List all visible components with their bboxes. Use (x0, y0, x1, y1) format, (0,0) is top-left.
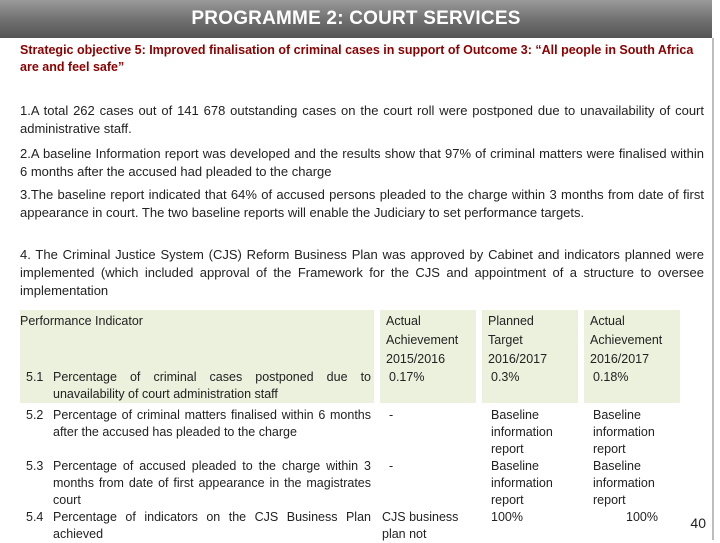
row-5-4-number: 5.4 (26, 510, 44, 524)
row-5-1-number: 5.1 (26, 370, 44, 384)
row-5-1-actual-2016: 0.18% (593, 370, 629, 384)
row-5-3-number: 5.3 (26, 459, 44, 473)
page-number: 40 (690, 515, 706, 531)
row-5-1-planned-2016: 0.3% (491, 370, 520, 384)
row-5-1-indicator: Percentage of criminal cases postponed due to unavailability of court administration staff (53, 370, 371, 401)
row-5-3-indicator: Percentage of accused pleaded to the charge within 3 months from date of first appearance in the magistrates court (53, 459, 371, 507)
point-4: 4. The Criminal Justice System (CJS) Reform Business Plan was approved by Cabinet and indicators planned were implemented (which included approval of the Framework for the CJS and appointment of a structure to oversee implementation (20, 247, 704, 298)
slide-border-right (712, 38, 714, 540)
row-5-4-planned-2016: 100% (491, 510, 523, 524)
row-5-4-actual-2015: CJS business plan not (382, 510, 459, 541)
point-2: 2.A baseline Information report was developed and the results show that 97% of criminal matters were finalised within 6 months after the accused had pleaded to the charge (20, 146, 704, 179)
row-5-2-actual-2016: Baseline information report (593, 408, 655, 456)
row-5-2-number: 5.2 (26, 408, 44, 422)
row-5-3-actual-2016: Baseline information report (593, 459, 655, 507)
row-5-4-indicator: Percentage of indicators on the CJS Business Plan achieved (53, 510, 371, 541)
row-5-1-actual-2015: 0.17% (389, 370, 425, 384)
row-5-3-planned-2016: Baseline information report (491, 459, 553, 507)
header-planned-2016: Planned Target 2016/2017 (488, 314, 548, 366)
header-actual-2016: Actual Achievement 2016/2017 (590, 314, 663, 366)
strategic-objective: Strategic objective 5: Improved finalisation of criminal cases in support of Outcome 3: “All people in South Africa are and feel safe” (20, 43, 694, 74)
point-1: 1.A total 262 cases out of 141 678 outstanding cases on the court roll were postponed due to unavailability of court administrative staff. (20, 103, 704, 136)
page-title: PROGRAMME 2: COURT SERVICES (0, 0, 712, 38)
header-actual-2015: Actual Achievement 2015/2016 (386, 314, 459, 366)
row-5-4-actual-2016: 100% (626, 510, 658, 524)
header-indicator: Performance Indicator (20, 314, 143, 328)
point-3: 3.The baseline report indicated that 64% of accused persons pleaded to the charge within 3 months from date of first appearance in court. The two baseline reports will enable the Judiciary to set performance targets. (20, 187, 704, 220)
row-5-2-actual-2015: - (389, 408, 394, 422)
row-5-3-actual-2015: - (389, 459, 394, 473)
performance-table (20, 310, 680, 540)
row-5-2-indicator: Percentage of criminal matters finalised within 6 months after the accused has pleaded to the charge (53, 408, 371, 439)
row-5-2-planned-2016: Baseline information report (491, 408, 553, 456)
